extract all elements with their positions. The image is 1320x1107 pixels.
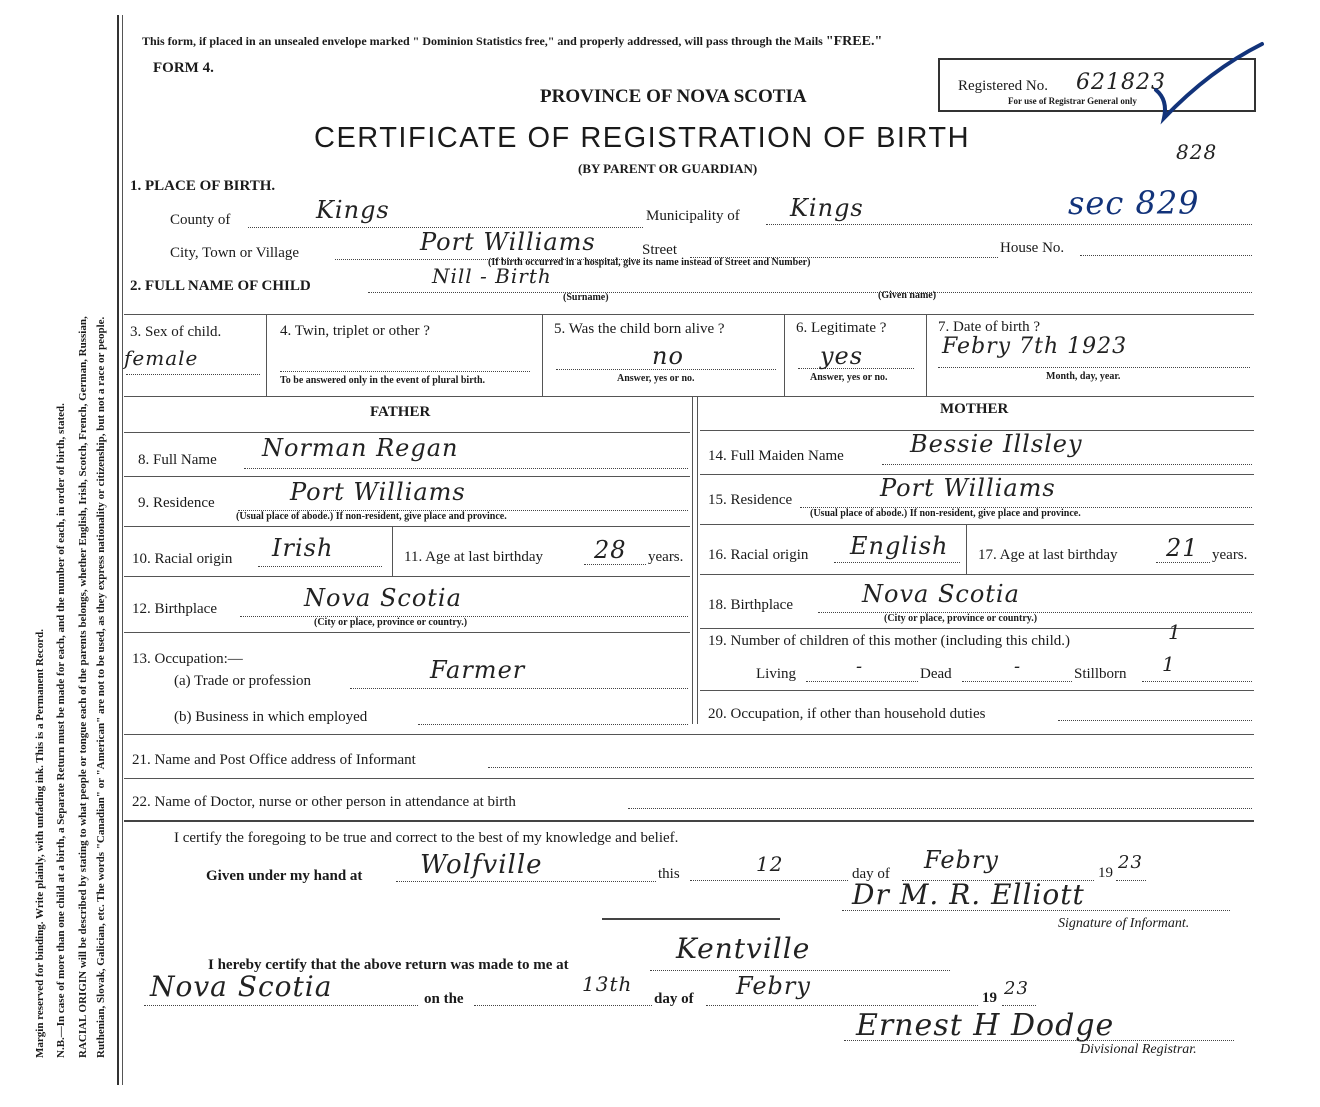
given-place-value: Wolfville	[420, 850, 543, 880]
hospital-note: (If birth occurred in a hospital, give its name instead of Street and Number)	[488, 257, 811, 268]
born-alive-note: Answer, yes or no.	[617, 373, 695, 384]
registrar-month-value: Febry	[736, 972, 811, 1000]
sex-value: female	[124, 346, 199, 370]
this-label: this	[658, 866, 680, 882]
rule-parents-divider	[692, 396, 693, 724]
rule-mother-4	[700, 574, 1254, 575]
registrar-note: For use of Registrar General only	[1008, 96, 1137, 106]
father-heading: FATHER	[370, 404, 431, 420]
rule-row3-v1	[266, 314, 267, 396]
mother-occupation-line	[1058, 720, 1252, 721]
mother-children-value: 1	[1168, 620, 1182, 644]
father-race-line	[258, 566, 382, 567]
registrar-year-prefix: 19	[982, 990, 997, 1006]
registrar-year-line	[1002, 1005, 1036, 1006]
registered-label: Registered No.	[958, 78, 1048, 94]
rule-mother-6	[700, 690, 1254, 691]
father-business-line	[418, 724, 688, 725]
dead-value: -	[1014, 656, 1022, 677]
registrar-onthe-label: on the	[424, 991, 464, 1007]
living-line	[806, 681, 918, 682]
given-day-line	[690, 880, 848, 881]
given-place-line	[396, 881, 656, 882]
rule-row3-v4	[926, 314, 927, 396]
rule-mother-race-age	[966, 524, 967, 574]
registrar-province-value: Nova Scotia	[150, 970, 333, 1003]
registrar-year-value: 23	[1004, 978, 1029, 999]
mother-occupation-label: 20. Occupation, if other than household duties	[708, 706, 986, 722]
rule-father-1	[124, 432, 690, 433]
house-label: House No.	[1000, 240, 1065, 256]
father-age-value: 28	[594, 536, 627, 564]
dob-label: 7. Date of birth ?	[938, 319, 1041, 335]
given-year-prefix: 19	[1098, 865, 1113, 881]
registrar-place-line	[650, 970, 950, 971]
dead-label: Dead	[920, 666, 952, 682]
given-year-value: 23	[1118, 852, 1143, 873]
rule-father-4	[124, 576, 690, 577]
stamp-sec-number: sec 829	[1068, 184, 1200, 222]
mother-birthplace-value: Nova Scotia	[862, 580, 1020, 608]
mother-birthplace-note: (City or place, province or country.)	[884, 613, 1038, 624]
registrar-dayof-label: day of	[654, 991, 694, 1007]
born-alive-value: no	[652, 342, 684, 370]
rule-parents-divider2	[697, 396, 698, 724]
informant-signature: Dr M. R. Elliott	[852, 878, 1085, 911]
surname-note: (Surname)	[563, 292, 609, 303]
mother-heading: MOTHER	[940, 401, 1009, 417]
child-name-value: Nill - Birth	[432, 264, 552, 288]
mother-age-value: 21	[1166, 534, 1199, 562]
rule-father-race-age	[392, 526, 393, 576]
place-of-birth-heading: 1. PLACE OF BIRTH.	[130, 178, 276, 194]
street-label: Street	[642, 242, 677, 258]
province-heading: PROVINCE OF NOVA SCOTIA	[540, 86, 807, 107]
stillborn-line	[1142, 681, 1252, 682]
rule-row3-v3	[784, 314, 785, 396]
rule-father-3	[124, 526, 690, 527]
municipality-line	[766, 224, 1252, 225]
registrar-certify-label: I hereby certify that the above return was made to me at	[208, 957, 569, 973]
mother-race-line	[834, 562, 960, 563]
mother-race-value: English	[850, 532, 949, 560]
registrar-signature-line	[844, 1040, 1234, 1041]
born-alive-label: 5. Was the child born alive ?	[554, 321, 725, 337]
mother-race-label: 16. Racial origin	[708, 547, 809, 563]
father-trade-label: (a) Trade or profession	[174, 673, 312, 689]
given-hand-label: Given under my hand at	[206, 868, 363, 884]
child-name-label: 2. FULL NAME OF CHILD	[130, 278, 311, 294]
registrar-day-value: 13th	[582, 972, 633, 996]
rule-parents-top	[124, 396, 1254, 397]
given-day-value: 12	[756, 852, 784, 876]
father-birthplace-label: 12. Birthplace	[132, 601, 217, 617]
father-residence-label: 9. Residence	[138, 495, 215, 511]
dob-value: Febry 7th 1923	[942, 334, 1128, 359]
sex-line	[126, 374, 260, 375]
registrar-day-line	[474, 1005, 652, 1006]
rule-signature-left	[602, 918, 780, 920]
rule-informant-bottom	[124, 820, 1254, 822]
county-value: Kings	[316, 196, 390, 224]
certificate-subtitle: (BY PARENT OR GUARDIAN)	[578, 161, 758, 176]
mother-age-label: 17. Age at last birthday	[978, 547, 1118, 563]
legitimate-value: yes	[820, 342, 864, 370]
rule-informant-mid	[124, 778, 1254, 779]
legitimate-label: 6. Legitimate ?	[796, 320, 887, 336]
certify-statement: I certify the foregoing to be true and correct to the best of my knowledge and belief.	[174, 830, 679, 846]
twin-note: To be answered only in the event of plural birth.	[280, 375, 486, 386]
living-value: -	[856, 656, 864, 677]
given-year-line	[1116, 880, 1146, 881]
twin-line	[280, 371, 530, 372]
city-label: City, Town or Village	[170, 245, 300, 261]
mother-birthplace-label: 18. Birthplace	[708, 597, 793, 613]
dob-line	[938, 367, 1250, 368]
dead-line	[962, 681, 1072, 682]
father-years-label: years.	[648, 549, 684, 565]
registered-number: 621823	[1076, 70, 1166, 95]
father-name-value: Norman Regan	[262, 434, 459, 462]
given-month-value: Febry	[924, 846, 999, 874]
father-name-label: 8. Full Name	[138, 452, 217, 468]
father-birthplace-value: Nova Scotia	[304, 584, 462, 612]
given-dayof-label: day of	[852, 866, 890, 882]
margin-note-binding: Margin reserved for binding. Write plainly, with unfading ink. This is a Permanent Record.	[34, 629, 46, 1058]
informant-signature-line	[842, 910, 1230, 911]
dob-note: Month, day, year.	[1046, 371, 1121, 382]
father-race-label: 10. Racial origin	[132, 551, 233, 567]
father-business-label: (b) Business in which employed	[174, 709, 368, 725]
mother-residence-note: (Usual place of abode.) If non-resident, give place and province.	[810, 508, 1081, 519]
doctor-label: 22. Name of Doctor, nurse or other person in attendance at birth	[132, 794, 516, 810]
registrar-province-line	[144, 1005, 418, 1006]
house-line	[1080, 255, 1252, 256]
father-trade-line	[350, 688, 688, 689]
mother-residence-label: 15. Residence	[708, 492, 793, 508]
mother-name-line	[882, 464, 1252, 465]
father-residence-value: Port Williams	[290, 478, 466, 506]
father-name-line	[244, 468, 688, 469]
county-label: County of	[170, 212, 231, 228]
twin-label: 4. Twin, triplet or other ?	[280, 323, 430, 339]
given-name-note: (Given name)	[878, 290, 937, 301]
stillborn-label: Stillborn	[1074, 666, 1127, 682]
margin-note-racial-origin-cont: Ruthenian, Slovak, Galician, etc. The words "Canadian" or "American" are not to be used, as they express nationality or citizenship, but not a race or people.	[95, 316, 107, 1058]
stillborn-value: 1	[1162, 652, 1176, 676]
father-race-value: Irish	[272, 534, 334, 562]
legitimate-note: Answer, yes or no.	[810, 372, 888, 383]
father-age-label: 11. Age at last birthday	[404, 549, 543, 565]
certificate-title: CERTIFICATE OF REGISTRATION OF BIRTH	[314, 122, 971, 154]
doctor-line	[628, 808, 1252, 809]
registrar-place-value: Kentville	[676, 932, 811, 965]
mother-children-label: 19. Number of children of this mother (including this child.)	[708, 633, 1071, 649]
registrar-signature-caption: Divisional Registrar.	[1080, 1042, 1197, 1057]
rule-father-2	[124, 476, 690, 477]
mother-years-label: years.	[1212, 547, 1248, 563]
sex-label: 3. Sex of child.	[130, 324, 222, 340]
rule-father-5	[124, 632, 690, 633]
father-occupation-label: 13. Occupation:—	[132, 651, 243, 667]
father-age-line	[584, 564, 646, 565]
father-birthplace-note: (City or place, province or country.)	[314, 617, 468, 628]
municipality-label: Municipality of	[646, 208, 740, 224]
mail-note: This form, if placed in an unsealed envelope marked " Dominion Statistics free," and properly addressed, will pass through the Mails "FREE."	[142, 34, 883, 49]
binding-margin-rule-inner	[122, 15, 123, 1085]
father-trade-value: Farmer	[430, 656, 526, 684]
mother-name-value: Bessie Illsley	[910, 430, 1083, 458]
mother-name-label: 14. Full Maiden Name	[708, 448, 844, 464]
binding-margin-rule	[117, 15, 119, 1085]
father-residence-note: (Usual place of abode.) If non-resident, give place and province.	[236, 511, 507, 522]
stamp-number: 828	[1176, 140, 1218, 164]
rule-mother-3	[700, 524, 1254, 525]
informant-address-label: 21. Name and Post Office address of Informant	[132, 752, 416, 768]
rule-informant-top	[124, 734, 1254, 735]
rule-row3-v2	[542, 314, 543, 396]
child-name-line	[368, 292, 1252, 293]
rule-row3-top	[124, 314, 1254, 315]
city-value: Port Williams	[420, 228, 596, 256]
informant-address-line	[488, 767, 1252, 768]
municipality-value: Kings	[790, 194, 864, 222]
registrar-signature: Ernest H Dodge	[856, 1008, 1115, 1043]
informant-signature-caption: Signature of Informant.	[1058, 916, 1190, 931]
margin-note-racial-origin: RACIAL ORIGIN will be described by stating to what people or tongue each of the parents belongs, whether English, Irish, Scotch, French, German, Russian,	[77, 316, 89, 1058]
check-mark-icon	[1150, 40, 1270, 130]
living-label: Living	[756, 666, 796, 682]
mother-residence-value: Port Williams	[880, 474, 1056, 502]
mother-age-line	[1156, 562, 1210, 563]
form-number: FORM 4.	[153, 60, 214, 76]
margin-note-multiple-births: N.B.—In case of more than one child at a birth, a Separate Return must be made for each, and the number of each, in order of birth, stated.	[55, 403, 67, 1058]
registrar-month-line	[706, 1005, 978, 1006]
